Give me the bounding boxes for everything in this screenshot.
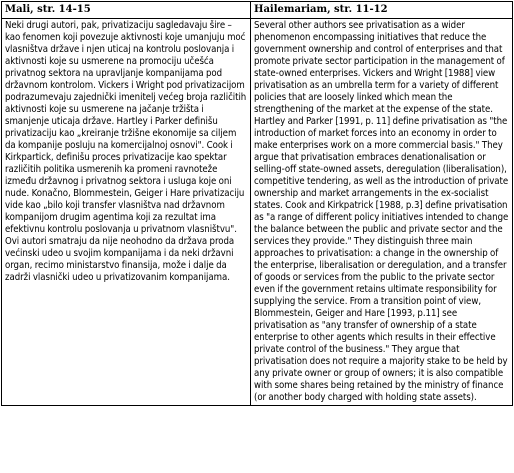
left-column-header: Mali, str. 14-15 bbox=[2, 2, 251, 19]
comparison-table bbox=[1, 1, 513, 406]
right-text-cell bbox=[251, 19, 513, 406]
serbian-passage: Neki drugi autori, pak, privatizaciju sagledavaju šire – kao fenomen koji povezuje aktivnosti koje umanjuju moć vlasništva države i njen uticaj na kontrolu poslovanja i aktivnosti koje su usmerene na promociju učešća privatnog sektora na upravljanje kompanijama pod državnom kontrolom. Vickers i Wright pod privatizacijom podrazumevaju zajednički imenitelj većeg broja različitih aktivnosti koje su usmerene na jačanje tržišta i smanjenje uticaja države. Hartley i Parker definišu privatizaciju kao „kreiranje tržišne ekonomije sa ciljem da kompanije posluju na komercijalnoj osnovi". Cook i Kirkpartick, definišu proces privatizacije kao spektar različitih politika usmerenih ka promeni ravnoteže između državnog i privatnog sektora i usluga koje oni nude. Konačno, Blommestein, Geiger i Hare privatizaciju vide kao „bilo koji transfer vlasništva nad državnom kompanijom drugim agentima koji za rezultat ima efektivnu kontrolu poslovanja u privatnom vlasništvu". Ovi autori smatraju da nije neohodno da država proda većinski udeo u svojim kompanijama i da neki državni organ, recimo ministarstvo finansija, može i dalje da zadrži vlasnički udeo u privatizovanim kompanijama. bbox=[5, 20, 247, 283]
english-passage: Several other authors see privatisation as a wider phenomenon encompassing initiatives that reduce the government ownership and control of enterprises and that promote private sector participation in the management of state-owned enterprises. Vickers and Wright [1988] view privatisation as an umbrella term for a variety of different policies that are loosely linked which mean the strengthening of the market at the expense of the state. Hartley and Parker [1991, p. 11] define privatisation as "the introduction of market forces into an economy in order to make enterprises work on a more commercial basis." They argue that privatisation embraces denationalisation or selling-off state-owned assets, deregulation (liberalisation), competitive tendering, as well as the introduction of private ownership and market arrangements in the ex-socialist states. Cook and Kirkpatrick [1988, p.3] define privatisation as "a range of different policy initiatives intended to change the balance between the public and private sector and the services they provide." They distinguish three main approaches to privatisation: a change in the ownership of the enterprise, liberalisation or deregulation, and a transfer of goods or services from the public to the private sector even if the government retains ultimate responsibility for supplying the service. From a transition point of view, Blommestein, Geiger and Hare [1993, p.11] see privatisation as "any transfer of ownership of a state enterprise to other agents which results in their effective private control of the business." They argue that privatisation does not require a majority stake to be held by any private owner or group of owners; it is also compatible with some shares being retained by the ministry of finance (or another body charged with holding state assets). bbox=[254, 20, 509, 403]
right-column-header: Hailemariam, str. 11-12 bbox=[251, 2, 513, 19]
content-row bbox=[2, 19, 513, 406]
header-row bbox=[2, 2, 513, 19]
left-text-cell bbox=[2, 19, 251, 406]
